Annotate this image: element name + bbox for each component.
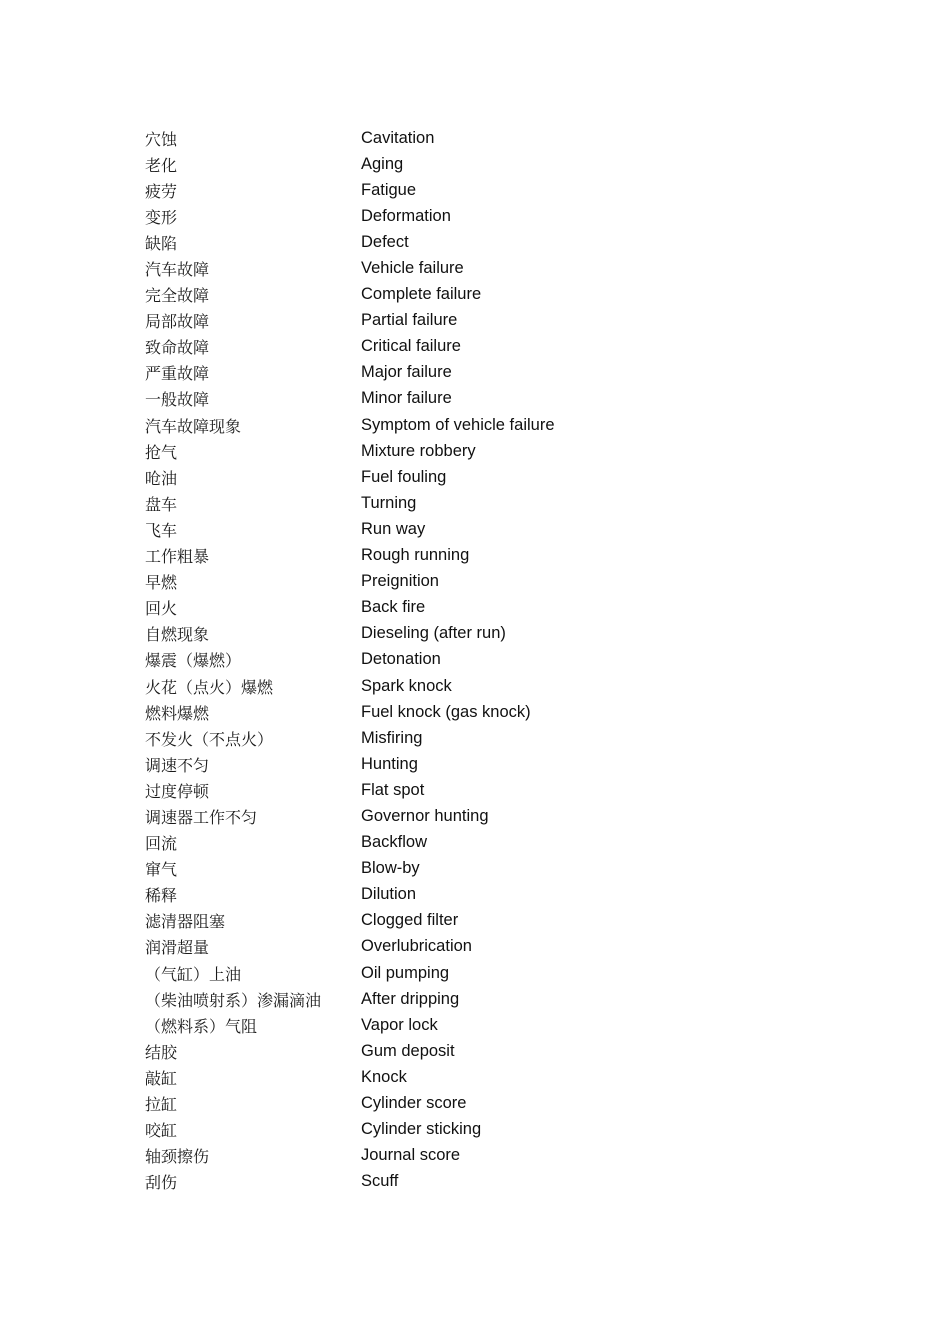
glossary-row xyxy=(145,543,845,569)
chinese-term: 疲劳 xyxy=(145,181,178,201)
glossary-row xyxy=(145,569,845,595)
english-term: Spark knock xyxy=(361,676,452,695)
glossary-row xyxy=(145,777,845,803)
chinese-term: 滤清器阻塞 xyxy=(145,912,226,932)
english-term: Clogged filter xyxy=(361,911,459,930)
chinese-term: 咬缸 xyxy=(145,1121,178,1141)
glossary-row xyxy=(145,1117,845,1143)
chinese-term: 拉缸 xyxy=(145,1095,178,1115)
glossary-row xyxy=(145,647,845,673)
chinese-term: 敲缸 xyxy=(145,1068,178,1088)
chinese-term: 盘车 xyxy=(145,494,178,514)
glossary-row xyxy=(145,1038,845,1064)
english-term: Turning xyxy=(361,493,417,512)
glossary-row xyxy=(145,1169,845,1195)
chinese-term: 一般故障 xyxy=(145,390,210,410)
glossary-row xyxy=(145,908,845,934)
english-term: Fatigue xyxy=(361,180,417,199)
english-term: Major failure xyxy=(361,363,452,382)
glossary-row xyxy=(145,490,845,516)
english-term: Defect xyxy=(361,232,409,251)
english-term: Blow-by xyxy=(361,859,420,878)
chinese-term: 燃料爆燃 xyxy=(145,703,210,723)
chinese-term: 老化 xyxy=(145,155,178,175)
chinese-term: 穴蚀 xyxy=(145,129,178,149)
chinese-term: 稀释 xyxy=(145,886,178,906)
english-term: Rough running xyxy=(361,546,470,565)
english-term: Vapor lock xyxy=(361,1015,438,1034)
chinese-term: 飞车 xyxy=(145,520,178,540)
chinese-term: 变形 xyxy=(145,207,178,227)
chinese-term: 严重故障 xyxy=(145,364,210,384)
glossary-row xyxy=(145,438,845,464)
english-term: Critical failure xyxy=(361,337,461,356)
chinese-term: 缺陷 xyxy=(145,233,178,253)
glossary-row xyxy=(145,360,845,386)
glossary-row xyxy=(145,334,845,360)
english-term: Deformation xyxy=(361,206,451,225)
english-term: Aging xyxy=(361,154,404,173)
glossary-row xyxy=(145,856,845,882)
chinese-term: 过度停顿 xyxy=(145,781,210,801)
glossary-row xyxy=(145,125,845,151)
glossary-row xyxy=(145,986,845,1012)
chinese-term: 工作粗暴 xyxy=(145,547,210,567)
english-term: Mixture robbery xyxy=(361,441,476,460)
chinese-term: 调速器工作不匀 xyxy=(145,807,258,827)
glossary-row xyxy=(145,934,845,960)
chinese-term: 润滑超量 xyxy=(145,938,210,958)
english-term: Fuel knock (gas knock) xyxy=(361,702,531,721)
glossary-row xyxy=(145,882,845,908)
glossary-row xyxy=(145,673,845,699)
english-term: Journal score xyxy=(361,1146,461,1165)
english-term: Knock xyxy=(361,1067,407,1086)
english-term: Backflow xyxy=(361,833,428,852)
glossary-row xyxy=(145,699,845,725)
glossary-table xyxy=(145,125,845,1195)
english-term: Fuel fouling xyxy=(361,467,447,486)
chinese-term: 汽车故障 xyxy=(145,260,210,280)
chinese-term: （柴油喷射系）渗漏滴油 xyxy=(145,990,322,1010)
chinese-term: 呛油 xyxy=(145,468,178,488)
english-term: Scuff xyxy=(361,1172,399,1191)
glossary-row xyxy=(145,1143,845,1169)
english-term: Detonation xyxy=(361,650,441,669)
chinese-term: 窜气 xyxy=(145,860,178,880)
english-term: Minor failure xyxy=(361,389,452,408)
chinese-term: 局部故障 xyxy=(145,312,210,332)
english-term: Partial failure xyxy=(361,311,458,330)
glossary-row xyxy=(145,282,845,308)
glossary-row xyxy=(145,830,845,856)
glossary-row xyxy=(145,255,845,281)
english-term: Hunting xyxy=(361,754,418,773)
english-term: Oil pumping xyxy=(361,963,450,982)
glossary-row xyxy=(145,1064,845,1090)
english-term: Vehicle failure xyxy=(361,259,464,278)
glossary-row xyxy=(145,1090,845,1116)
english-term: Dilution xyxy=(361,885,417,904)
glossary-row xyxy=(145,177,845,203)
chinese-term: 回火 xyxy=(145,599,178,619)
chinese-term: 结胶 xyxy=(145,1042,178,1062)
glossary-row xyxy=(145,621,845,647)
glossary-row xyxy=(145,151,845,177)
chinese-term: 自燃现象 xyxy=(145,625,210,645)
glossary-row xyxy=(145,751,845,777)
chinese-term: 汽车故障现象 xyxy=(145,416,242,436)
english-term: Flat spot xyxy=(361,780,425,799)
english-term: Governor hunting xyxy=(361,806,489,825)
chinese-term: 回流 xyxy=(145,834,178,854)
glossary-row xyxy=(145,386,845,412)
chinese-term: （燃料系）气阻 xyxy=(145,1016,258,1036)
english-term: Preignition xyxy=(361,572,439,591)
english-term: Cylinder sticking xyxy=(361,1120,482,1139)
glossary-row xyxy=(145,725,845,751)
glossary-row xyxy=(145,203,845,229)
glossary-row xyxy=(145,412,845,438)
glossary-row xyxy=(145,229,845,255)
english-term: Cylinder score xyxy=(361,1094,467,1113)
glossary-row xyxy=(145,803,845,829)
glossary-row xyxy=(145,516,845,542)
chinese-term: 完全故障 xyxy=(145,286,210,306)
glossary-row xyxy=(145,1012,845,1038)
english-term: Cavitation xyxy=(361,128,435,147)
english-term: Dieseling (after run) xyxy=(361,624,506,643)
chinese-term: （气缸）上油 xyxy=(145,964,242,984)
glossary-row xyxy=(145,595,845,621)
glossary-row xyxy=(145,464,845,490)
chinese-term: 轴颈擦伤 xyxy=(145,1147,210,1167)
english-term: Symptom of vehicle failure xyxy=(361,415,555,434)
chinese-term: 刮伤 xyxy=(145,1173,178,1193)
chinese-term: 爆震（爆燃） xyxy=(145,651,242,671)
chinese-term: 火花（点火）爆燃 xyxy=(145,677,274,697)
chinese-term: 调速不匀 xyxy=(145,755,210,775)
english-term: After dripping xyxy=(361,989,460,1008)
english-term: Overlubrication xyxy=(361,937,472,956)
chinese-term: 致命故障 xyxy=(145,338,210,358)
english-term: Complete failure xyxy=(361,285,482,304)
chinese-term: 抢气 xyxy=(145,442,178,462)
english-term: Run way xyxy=(361,519,426,538)
chinese-term: 不发火（不点火） xyxy=(145,729,274,749)
glossary-row xyxy=(145,960,845,986)
english-term: Gum deposit xyxy=(361,1041,455,1060)
glossary-row xyxy=(145,308,845,334)
english-term: Misfiring xyxy=(361,728,423,747)
chinese-term: 早燃 xyxy=(145,573,178,593)
english-term: Back fire xyxy=(361,598,426,617)
